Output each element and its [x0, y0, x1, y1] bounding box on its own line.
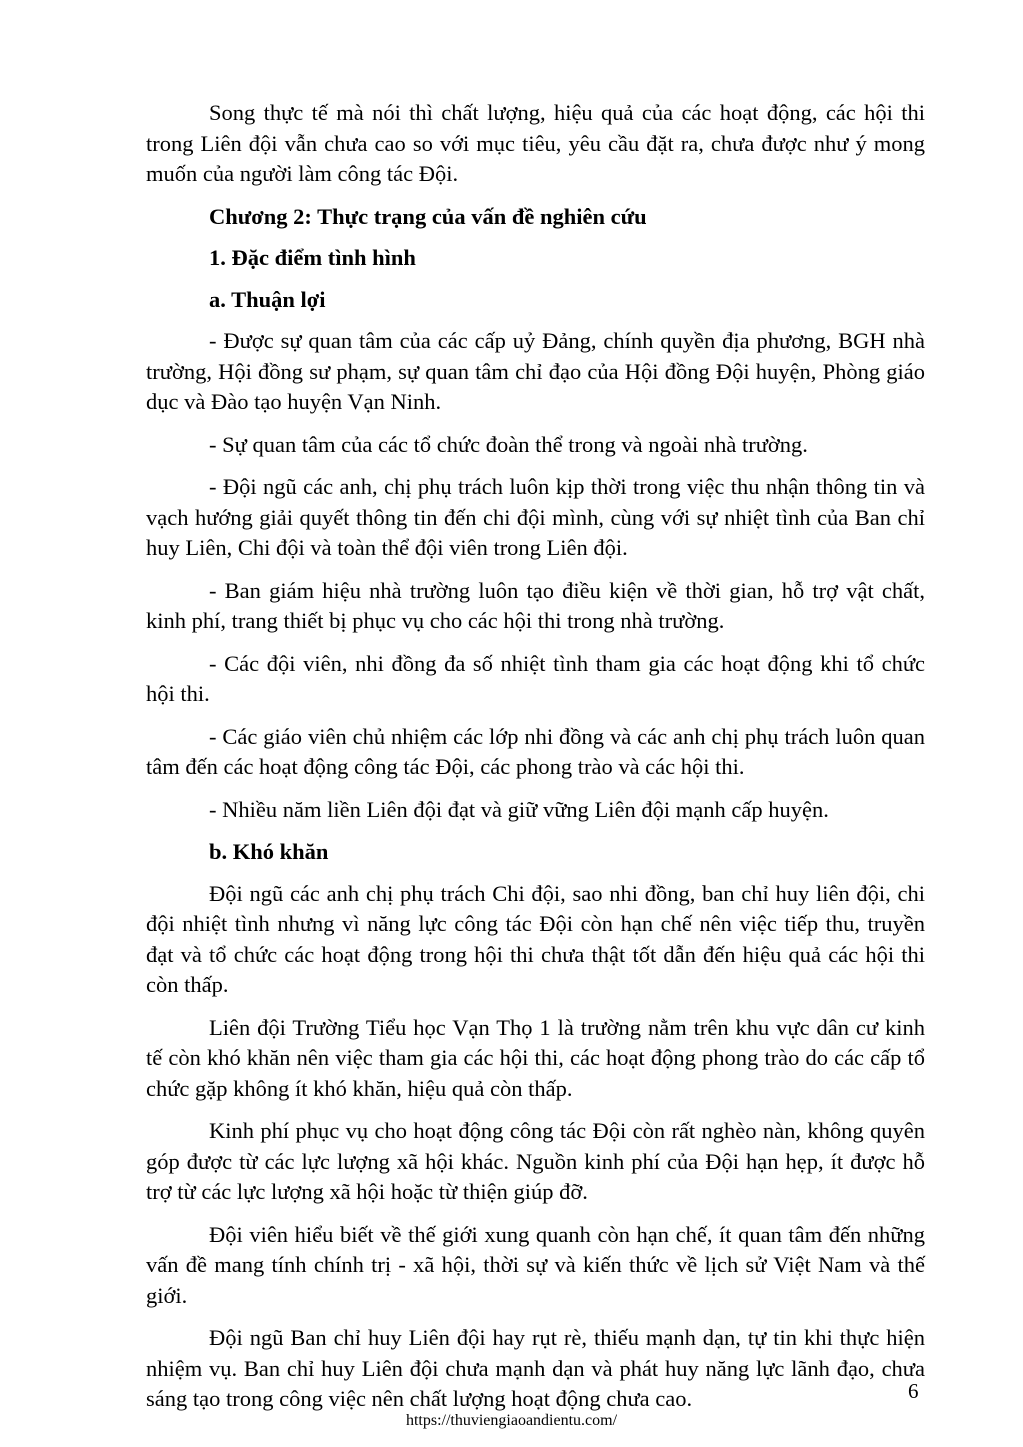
paragraph: - Sự quan tâm của các tổ chức đoàn thể trong và ngoài nhà trường. [209, 431, 808, 457]
paragraph-intro: Song thực tế mà nói thì chất lượng, hiệu quả của các hoạt động, các hội thi trong Liên đội vẫn chưa cao so với mục tiêu, yêu cầu đặt ra, chưa được như ý mong muốn của người làm công tác Đội. [146, 100, 925, 186]
paragraph: Kinh phí phục vụ cho hoạt động công tác Đội còn rất nghèo nàn, không quyên góp được từ các lực lượng xã hội khác. Nguồn kinh phí của Đội hạn hẹp, ít được hỗ trợ từ các lực lượng xã hội hoặc từ thiện giúp đỡ. [146, 1118, 925, 1204]
paragraph: Đội ngũ Ban chỉ huy Liên đội hay rụt rè, thiếu mạnh dạn, tự tin khi thực hiện nhiệm vụ. Ban chỉ huy Liên đội chưa mạnh dạn và phát huy năng lực lãnh đạo, chưa sáng tạo trong công việc nên chất lượng hoạt động chưa cao. [146, 1325, 925, 1411]
document-body [146, 98, 925, 1427]
subsection-heading-difficulties: b. Khó khăn [209, 839, 329, 864]
section-heading: 1. Đặc điểm tình hình [209, 245, 416, 270]
paragraph: - Nhiều năm liền Liên đội đạt và giữ vững Liên đội mạnh cấp huyện. [209, 796, 829, 822]
subsection-heading-advantages: a. Thuận lợi [209, 286, 326, 312]
page-number: 6 [908, 1379, 919, 1403]
paragraph: - Các giáo viên chủ nhiệm các lớp nhi đồng và các anh chị phụ trách luôn quan tâm đến các hoạt động công tác Đội, các phong trào và các hội thi. [146, 723, 925, 779]
footer-url[interactable]: https://thuviengiaoandientu.com/ [405, 1412, 618, 1429]
paragraph: Liên đội Trường Tiểu học Vạn Thọ 1 là trường nằm trên khu vực dân cư kinh tế còn khó khăn nên việc tham gia các hội thi, các hoạt động phong trào do các cấp tổ chức gặp không ít khó khăn, hiệu quả còn thấp. [146, 1014, 925, 1101]
paragraph: - Được sự quan tâm của các cấp uỷ Đảng, chính quyền địa phương, BGH nhà trường, Hội đồng sư phạm, sự quan tâm chỉ đạo của Hội đồng Đội huyện, Phòng giáo dục và Đào tạo huyện Vạn Ninh. [146, 328, 925, 414]
paragraph: - Các đội viên, nhi đồng đa số nhiệt tình tham gia các hoạt động khi tổ chức hội thi. [146, 650, 925, 706]
paragraph: Đội ngũ các anh chị phụ trách Chi đội, sao nhi đồng, ban chỉ huy liên đội, chi đội nhiệt tình nhưng vì năng lực công tác Đội còn hạn chế nên việc tiếp thu, truyền đạt và tổ chức các hoạt động trong hội thi chưa thật tốt dẫn đến hiệu quả các hội thi còn thấp. [146, 880, 925, 997]
chapter-heading: Chương 2: Thực trạng của vấn đề nghiên cứu [209, 203, 647, 229]
paragraph: - Đội ngũ các anh, chị phụ trách luôn kịp thời trong việc thu nhận thông tin và vạch hướng giải quyết thông tin đến chi đội mình, cùng với sự nhiệt tình của Ban chỉ huy Liên, Chi đội và toàn thể đội viên trong Liên đội. [146, 474, 925, 560]
paragraph: Đội viên hiểu biết về thế giới xung quanh còn hạn chế, ít quan tâm đến những vấn đề mang tính chính trị - xã hội, thời sự và kiến thức về lịch sử Việt Nam và thế giới. [146, 1221, 925, 1308]
paragraph: - Ban giám hiệu nhà trường luôn tạo điều kiện về thời gian, hỗ trợ vật chất, kinh phí, trang thiết bị phục vụ cho các hội thi trong nhà trường. [146, 577, 925, 633]
